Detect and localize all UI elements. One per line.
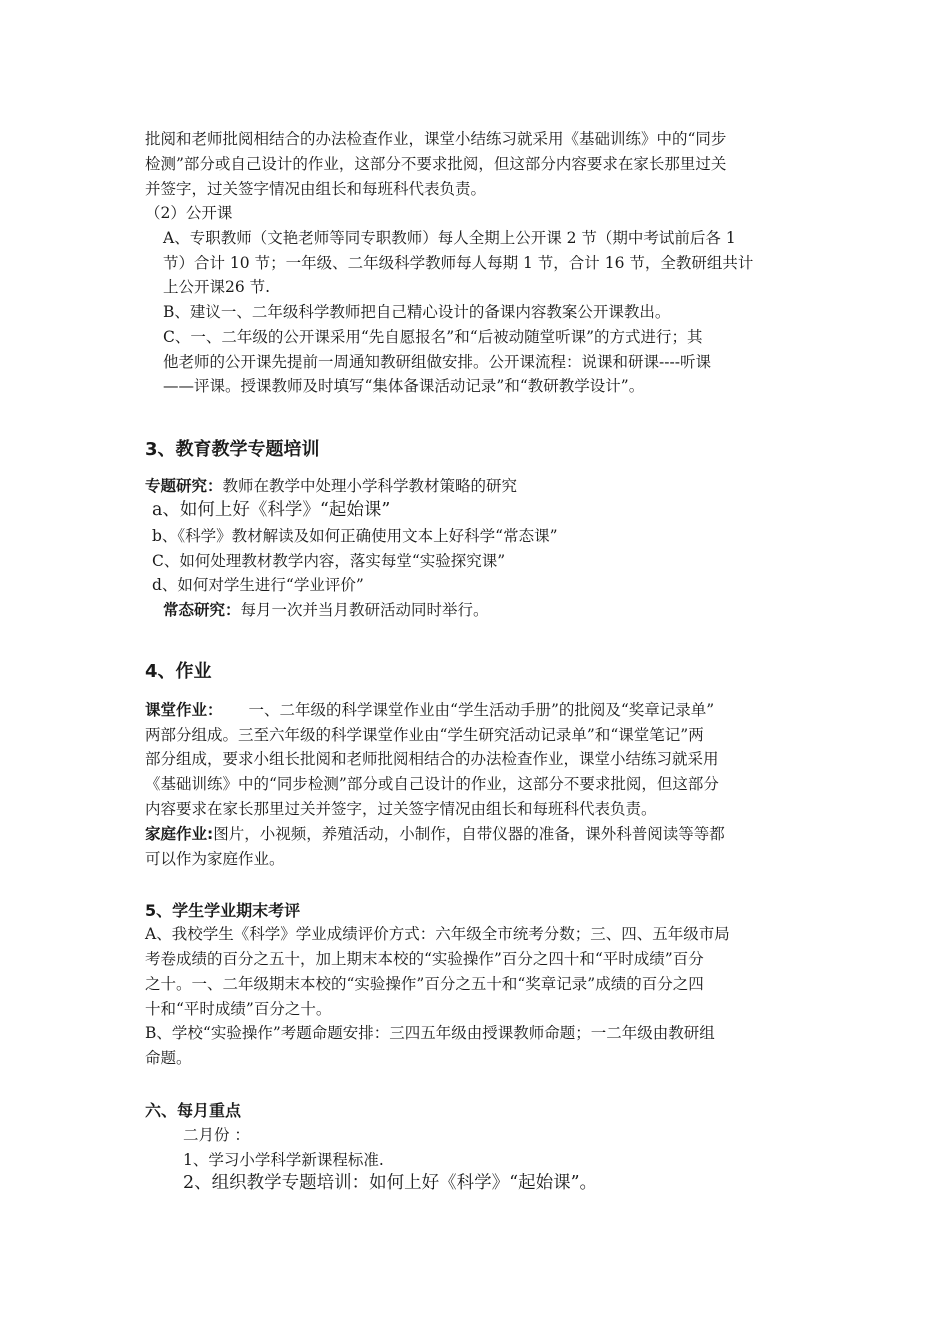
month-item: 2、组织教学专题培训：如何上好《科学》“起始课”。 — [183, 1173, 598, 1193]
item-c-line: ——评课。授课教师及时填写“集体备课活动记录”和“教研教学设计”。 — [163, 377, 645, 395]
section-3-heading: 3、教育教学专题培训 — [145, 439, 320, 460]
topic-item: a、如何上好《科学》“起始课” — [152, 500, 391, 520]
item-a-line: 节）合计 10 节；一年级、二年级科学教师每人每期 1 节，合计 16 节，全教研组共计 — [163, 254, 754, 272]
paragraph-line: 内容要求在家长那里过关并签字，过关签字情况由组长和每班科代表负责。 — [145, 800, 657, 818]
class-homework-text: 一、二年级的科学课堂作业由“学生活动手册”的批阅及“奖章记录单” — [248, 701, 715, 719]
section-4-heading: 4、作业 — [145, 661, 212, 682]
paragraph-line: 检测”部分或自己设计的作业，这部分不要求批阅，但这部分内容要求在家长那里过关 — [145, 155, 727, 173]
paragraph-line: 之十。一、二年级期末本校的“实验操作”百分之五十和“奖章记录”成绩的百分之四 — [145, 975, 704, 993]
item-c-line: 他老师的公开课先提前一周通知教研组做安排。公开课流程：说课和研课----听课 — [163, 353, 711, 371]
item-b-line: B、建议一、二年级科学教师把自己精心设计的备课内容教案公开课教出。 — [163, 303, 671, 321]
subheading-open-class: （2）公开课 — [145, 204, 233, 222]
home-homework-text: 图片，小视频，养殖活动，小制作，自带仪器的准备，课外科普阅读等等都 — [213, 825, 725, 843]
month-item: 1、学习小学科学新课程标准. — [183, 1151, 384, 1169]
paragraph-line: A、我校学生《科学》学业成绩评价方式：六年级全市统考分数；三、四、五年级市局 — [145, 925, 730, 943]
paragraph-line: 十和“平时成绩”百分之十。 — [145, 1000, 332, 1018]
paragraph-line: B、学校“实验操作”考题命题安排：三四五年级由授课教师命题；一二年级由教研组 — [145, 1024, 715, 1042]
topic-research-line — [145, 474, 517, 498]
section-6-heading: 六、每月重点 — [145, 1101, 242, 1120]
topic-item: C、如何处理教材教学内容，落实每堂“实验探究课” — [152, 552, 506, 570]
item-a-line: A、专职教师（文艳老师等同专职教师）每人全期上公开课 2 节（期中考试前后各 1 — [163, 229, 736, 247]
class-homework-line — [145, 698, 714, 722]
paragraph-line: 部分组成，要求小组长批阅和老师批阅相结合的办法检查作业，课堂小结练习就采用 — [145, 750, 719, 768]
paragraph-line: 命题。 — [145, 1049, 192, 1067]
routine-text: 每月一次并当月教研活动同时举行。 — [240, 601, 489, 619]
routine-label: 常态研究： — [163, 601, 241, 619]
topic-label: 专题研究： — [145, 477, 223, 495]
item-a-line: 上公开课26 节. — [163, 278, 271, 296]
paragraph-line: 《基础训练》中的“同步检测”部分或自己设计的作业，这部分不要求批阅，但这部分 — [145, 775, 719, 793]
month-label: 二月份 ： — [183, 1126, 250, 1144]
paragraph-line: 并签字，过关签字情况由组长和每班科代表负责。 — [145, 180, 487, 198]
paragraph-line: 批阅和老师批阅相结合的办法检查作业，课堂小结练习就采用《基础训练》中的“同步 — [145, 130, 727, 148]
paragraph-line: 可以作为家庭作业。 — [145, 850, 285, 868]
paragraph-line: 两部分组成。三至六年级的科学课堂作业由“学生研究活动记录单”和“课堂笔记”两 — [145, 726, 704, 744]
section-5-heading: 5、学生学业期末考评 — [145, 901, 301, 920]
item-c-line: C、一、二年级的公开课采用“先自愿报名”和“后被动随堂听课”的方式进行；其 — [163, 328, 703, 346]
topic-item: d、如何对学生进行“学业评价” — [152, 576, 364, 594]
paragraph-line: 考卷成绩的百分之五十，加上期末本校的“实验操作”百分之四十和“平时成绩”百分 — [145, 950, 704, 968]
routine-research-line — [163, 598, 489, 622]
home-homework-line — [145, 822, 725, 846]
topic-item: b、《科学》教材解读及如何正确使用文本上好科学“常态课” — [152, 527, 558, 545]
topic-text: 教师在教学中处理小学科学教材策略的研究 — [222, 477, 518, 495]
class-homework-label: 课堂作业： — [145, 701, 223, 719]
home-homework-label: 家庭作业: — [145, 825, 214, 843]
